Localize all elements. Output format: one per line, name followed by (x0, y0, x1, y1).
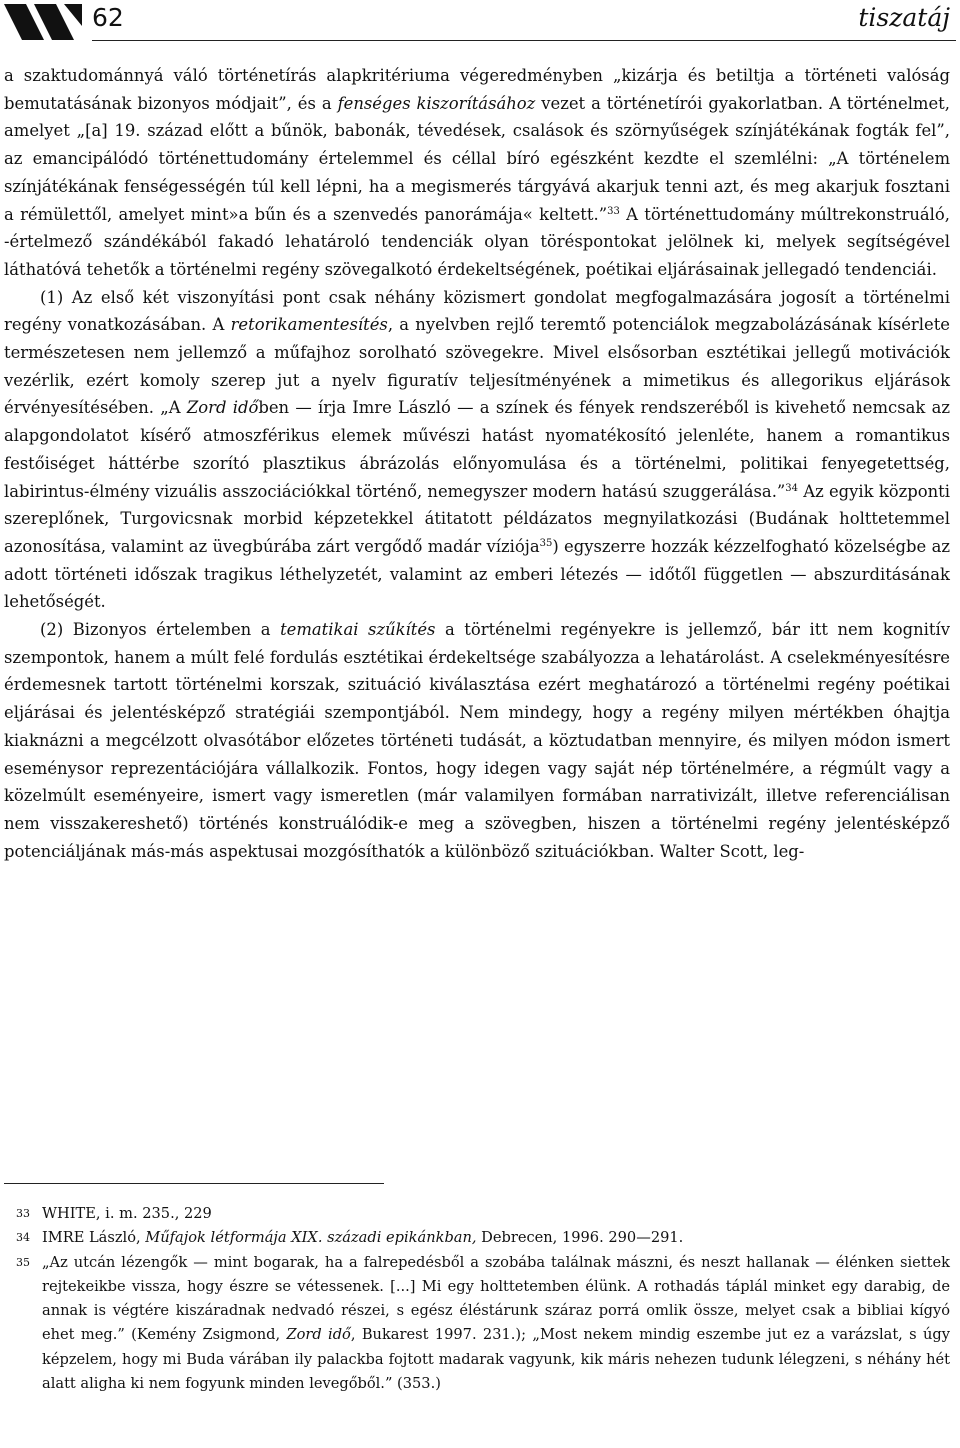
article-body (4, 62, 950, 865)
footnote (4, 1226, 950, 1250)
italic-run: retorikamentesítés (230, 315, 388, 335)
footnote-rule (4, 1183, 384, 1184)
text-run: Debrecen, 1996. 290—291. (476, 1229, 684, 1247)
text-run: (2) Bizonyos értelemben a (40, 620, 281, 640)
text-run: vezet a történetírói gyakorlatban. A történelmet, amelyet „[a] 19. század előtt a bűnök, babonák, tévedések, csalások és szörnyűségek színjátékának fogták fel”, az emancipálódó történettudomány értelemmel és céllal bíró egészként kezdte el szemlélni: „A történelem színjátékának fenségességén túl kell lépni, ha a megismerés tárgyává akarjuk tenni azt, és meg akarjuk fosztani a rémülettől, amelyet mint»a bűn és a szenvedés panorámája« keltett.” (4, 93, 950, 224)
journal-logo-icon (4, 4, 82, 40)
text-run: , Bukarest 1997. 231.); „Most nekem mindig eszembe jut ez a varázslat, s úgy képzelem, hogy mi Buda várában ily palackba fojtott madarak vagyunk, kik máris nehezen tudunk lélegzeni, s néhány hét alatt aligha ki nem fogyunk minden levegőből.” (353.) (42, 1326, 950, 1393)
text-run: ben — írja Imre László — a színek és fények rendszeréből is kivehető nemcsak az alapgondolatot kísérő atmoszférikus elemek művészi hatást nyomatékosító jelenléte, hanem a romantikus festőiséget háttérbe szorító plasztikus ábrázolás előnyomulása és a történelmi, politikai fenyegetettség, labirintus-élmény vizuális asszociációkkal történő, nemegyszer modern hatású szuggerálása.” (4, 398, 950, 501)
footnote-text (42, 1202, 950, 1226)
text-run: ) egyszerre hozzák kézzelfogható közelségbe az adott történeti időszak tragikus léthelyzetét, valamint az emberi létezés — időtől független — abszurditásának lehetőségét. (4, 536, 950, 612)
paragraph (4, 284, 950, 616)
text-run: Az egyik központi szereplőnek, Turgovicsnak morbid képzetekkel átitatott példázatos megnyilatkozási (Budának holttetemmel azonosítása, valamint az üvegbúrába zárt vergődő madár víziója (4, 481, 951, 556)
text-run: A történettudomány múltrekonstruáló, -értelmező szándékából fakadó lehatároló tendenciák olyan töréspontokat jelölnek ki, melyek segítségével láthatóvá tehetők a történelmi regény szövegalkotó érdekeltségének, poétikai eljárásainak jellegadó tendenciái. (4, 204, 950, 279)
header-rule (92, 40, 956, 41)
italic-run: tematikai szűkítés (280, 620, 436, 640)
footnote-number: 33 (16, 1207, 30, 1220)
footnote-text (42, 1251, 950, 1397)
footnote (4, 1251, 950, 1397)
text-run: a történelmi regényekre is jellemző, bár itt nem kognitív szempontok, hanem a múlt felé fordulás esztétikai érdekeltsége szabályozza a lehatárolást. A cselekményesítésre érdemesnek tartott történelmi korszak, szituáció kiválasztása ezért meghatározó a történelmi regény poétikai eljárásai és jelentésképző stratégiái szempontjából. Nem mindegy, hogy a regény milyen mértékben óhajtja kiaknázni a megcélzott olvasótábor előzetes történeti tudását, a köztudatban mennyire, és milyen módon ismert eseménysor reprezentációjára vállalkozik. Fontos, hogy idegen vagy saját nép történelmére, a régmúlt vagy a közelmúlt eseményeire, ismert vagy ismeretlen (már valamilyen formában narrativizált, illetve referenciálisan nem visszakereshető) történés konstruálódik-e meg a szövegben, hiszen a történelmi regény jelentésképző potenciáljának más-más aspektusai mozgósíthatók a különböző szituációkban. Walter Scott, leg- (4, 620, 950, 861)
italic-run: Zord idő (186, 398, 259, 418)
footnote (4, 1202, 950, 1226)
footnote-number: 34 (16, 1231, 30, 1245)
paragraph (4, 62, 950, 284)
footnotes (4, 1202, 950, 1396)
text-run: , a nyelvben rejlő teremtő potenciálok megzabolázásának kísérlete természetesen nem jellemző a műfajhoz sorolható szövegekre. Mivel elsősorban esztétikai jellegű motivációk vezérlik, ezért komoly szerep jut a nyelv figuratív teljesítményének a mimetikus és allegorikus eljárások érvényesítésében. „A (4, 315, 950, 418)
italic-run: Zord idő (286, 1326, 351, 1344)
page-number: 62 (92, 3, 124, 32)
text-run: IMRE László, (42, 1229, 146, 1247)
footnote-number: 35 (16, 1255, 30, 1269)
footnote-ref[interactable]: 34 (785, 482, 799, 494)
page-header (0, 0, 960, 44)
journal-name: tiszatáj (858, 3, 950, 32)
text-run: „Az utcán lézengők — mint bogarak, ha a falrepedésből a szobába találnak mászni, és neszt hallanak — élénken siettek rejtekeikbe vissza, hogy észre se vétessenek. [...] Mi egy holttetemben élünk. A rothadás táplál minket egy darabig, de annak is végtére kiszáradnak nedvadó részei, s egész éléstárunk száraz porrá omlik össze, melyet csak a bibliai kígyó ehet meg.” (Kemény Zsigmond, (42, 1253, 950, 1344)
footnote-ref[interactable]: 33 (607, 205, 620, 217)
italic-run: Műfajok létformája XIX. századi epikánkban, (145, 1229, 477, 1247)
text-run: a szaktudománnyá váló történetírás alapkritériuma végeredményben „kizárja és betiltja a történeti valóság bemutatásának bizonyos módjait”, és a (4, 66, 950, 113)
text-run: (1) Az első két viszonyítási pont csak néhány közismert gondolat megfogalmazására jogosít a történelmi regény vonatkozásában. A (4, 287, 950, 335)
text-run: WHITE, i. m. 235., 229 (42, 1205, 212, 1222)
paragraph (4, 616, 950, 865)
italic-run: fenséges kiszorításához (337, 93, 536, 113)
footnote-text (42, 1226, 950, 1250)
footnote-ref[interactable]: 35 (539, 537, 553, 549)
